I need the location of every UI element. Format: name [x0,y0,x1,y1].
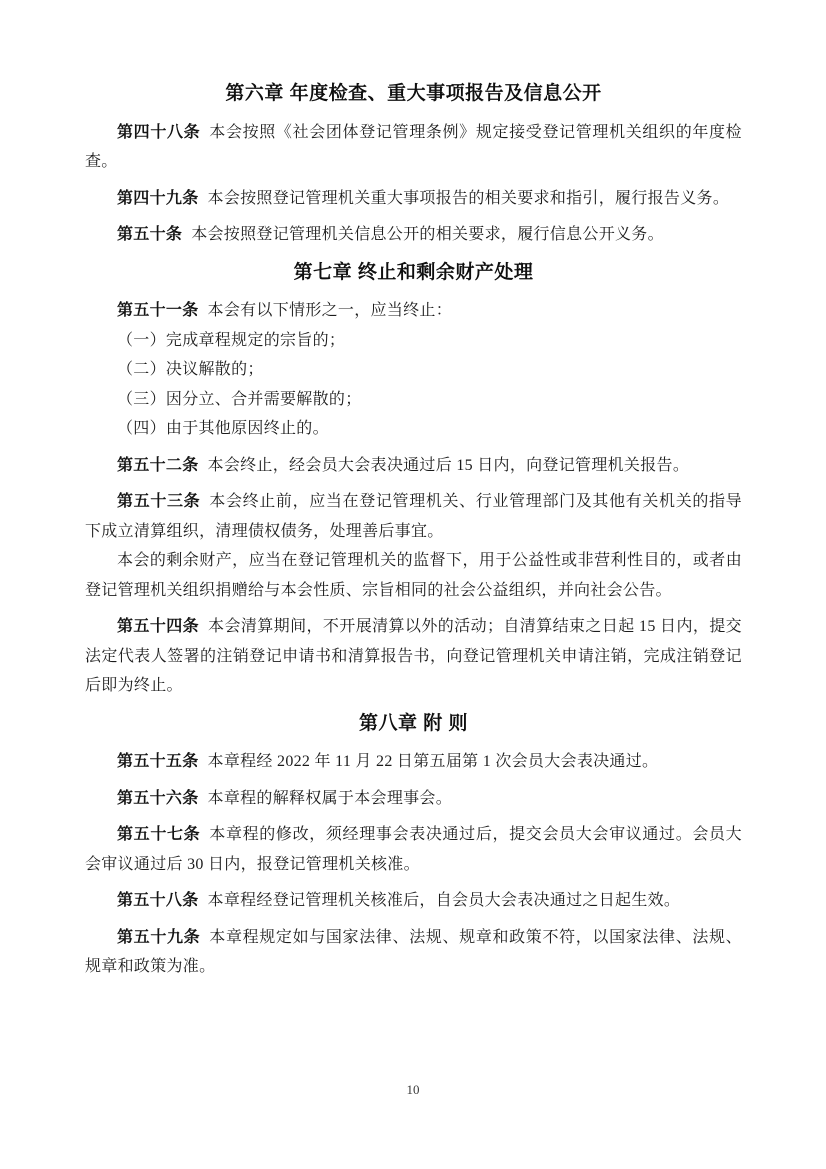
article-51-text: 本会有以下情形之一，应当终止： [207,302,453,319]
clause-item-3: （三）因分立、合并需要解散的； [117,390,362,408]
article-56-number: 第五十六条 [117,789,199,807]
article-50 [85,220,742,250]
document-body [85,79,742,982]
article-59 [85,923,742,982]
clause-item-4: （四）由于其他原因终止的。 [117,420,329,437]
article-58 [85,886,742,916]
article-59-text: 本章程规定如与国家法律、法规、规章和政策不符，以国家法律、法规、规章和政策为准。 [85,928,742,975]
article-53-continuation: 本会的剩余财产，应当在登记管理机关的监督下，用于公益性或非营利性目的，或者由登记管理机关组织捐赠给与本会性质、宗旨相同的社会公益组织，并向社会公告。 [85,552,742,599]
article-59-number: 第五十九条 [117,928,201,946]
clause-item-1: （一）完成章程规定的宗旨的； [117,331,346,349]
article-54-text: 本会清算期间，不开展清算以外的活动；自清算结束之日起 15 日内，提交法定代表人签署的注销登记申请书和清算报告书，向登记管理机关申请注销，完成注销登记后即为终止。 [85,618,742,694]
article-54-number: 第五十四条 [117,618,200,635]
chapter-7-heading: 第七章 终止和剩余财产处理 [293,261,534,283]
article-49-text: 本会按照登记管理机关重大事项报告的相关要求和指引，履行报告义务。 [207,189,730,207]
article-55 [85,747,742,777]
chapter-6-heading: 第六章 年度检查、重大事项报告及信息公开 [225,83,602,104]
article-57 [85,820,742,879]
clause-item-2: （二）决议解散的； [117,361,264,378]
article-50-text: 本会按照登记管理机关信息公开的相关要求，履行信息公开义务。 [191,226,664,243]
article-53-number: 第五十三条 [117,493,201,510]
article-48-number: 第四十八条 [117,123,201,141]
article-57-text: 本章程的修改，须经理事会表决通过后，提交会员大会审议通过。会员大会审议通过后 30 日内，报登记管理机关核准。 [85,826,742,873]
article-52 [85,451,742,481]
article-49-number: 第四十九条 [117,189,199,207]
article-52-number: 第五十二条 [117,456,199,474]
article-51-number: 第五十一条 [117,302,199,319]
article-49 [85,184,742,214]
chapter-8-heading: 第八章 附 则 [358,712,469,734]
article-57-number: 第五十七条 [117,826,201,843]
article-58-number: 第五十八条 [117,892,199,909]
article-53-text: 本会终止前，应当在登记管理机关、行业管理部门及其他有关机关的指导下成立清算组织，清理债权债务，处理善后事宜。 [85,493,742,540]
article-58-text: 本章程经登记管理机关核准后，自会员大会表决通过之日起生效。 [207,892,681,909]
article-54 [85,612,742,701]
page-number: 10 [406,1082,420,1097]
article-48-text: 本会按照《社会团体登记管理条例》规定接受登记管理机关组织的年度检查。 [85,123,742,170]
article-55-number: 第五十五条 [117,753,199,770]
article-55-text: 本章程经 2022 年 11 月 22 日第五届第 1 次会员大会表决通过。 [207,753,659,770]
article-53 [85,487,742,546]
article-50-number: 第五十条 [117,226,183,243]
article-56 [85,784,742,814]
article-56-text: 本章程的解释权属于本会理事会。 [207,789,453,807]
article-48 [85,118,742,177]
article-51 [85,296,742,326]
article-52-text: 本会终止，经会员大会表决通过后 15 日内，向登记管理机关报告。 [207,456,690,474]
